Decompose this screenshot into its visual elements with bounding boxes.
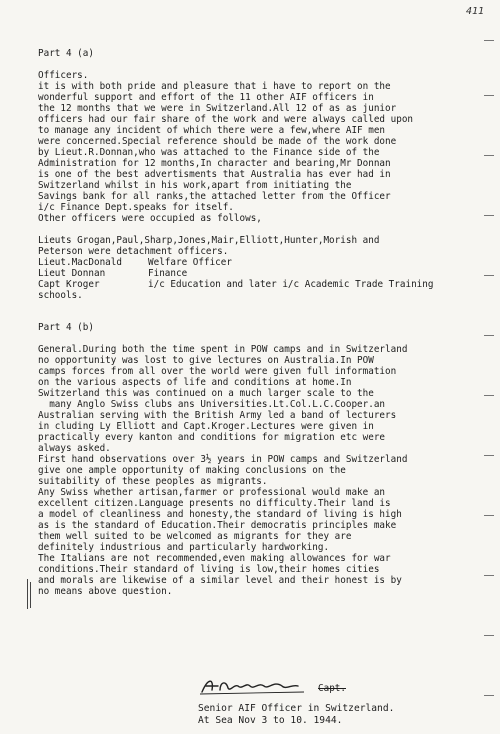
- text-line: Officers.: [38, 70, 89, 81]
- text-line: Savings bank for all ranks,the attached letter from the Officer: [38, 191, 391, 202]
- edge-tick: [484, 395, 494, 396]
- part-4a-roles: [38, 257, 458, 290]
- edge-tick: [484, 575, 494, 576]
- text-line: Australian serving with the British Army led a band of lecturers: [38, 410, 397, 421]
- edge-tick: [484, 635, 494, 636]
- edge-tick: [484, 95, 494, 96]
- text-line: no opportunity was lost to give lectures on Australia.In POW: [38, 355, 374, 366]
- edge-tick: [484, 40, 494, 41]
- signature-date: At Sea Nov 3 to 10. 1944.: [198, 715, 343, 726]
- text-line: Lieuts Grogan,Paul,Sharp,Jones,Mair,Elliott,Hunter,Morish and: [38, 235, 380, 246]
- part-4a-section: [38, 48, 458, 301]
- text-line: them well suited to be welcomed as migrants for they are: [38, 531, 352, 542]
- text-line: definitely industrious and particularly hardworking.: [38, 542, 330, 553]
- text-line: The Italians are not recommended,even making allowances for war: [38, 553, 391, 564]
- edge-tick: [484, 155, 494, 156]
- text-line: no means above question.: [38, 586, 173, 597]
- officer-role: Welfare Officer: [148, 257, 232, 268]
- role-row: [38, 257, 458, 268]
- edge-tick: [484, 515, 494, 516]
- part-4b-section: [38, 322, 458, 597]
- handwritten-signature: [198, 674, 308, 698]
- text-line: i/c Finance Dept.speaks for itself.: [38, 202, 234, 213]
- text-line: Peterson were detachment officers.: [38, 246, 229, 257]
- officer-name: Capt Kroger: [38, 279, 100, 290]
- part-4b-body: [38, 344, 458, 597]
- edge-tick: [484, 215, 494, 216]
- signature-block: [198, 703, 478, 727]
- text-line: wonderful support and effort of the 11 other AIF officers in: [38, 92, 374, 103]
- text-line: by Lieut.R.Donnan,who was attached to the Finance side of the: [38, 147, 380, 158]
- text-line: always asked.: [38, 443, 111, 454]
- text-line: to manage any incident of which there were a few,where AIF men: [38, 125, 386, 136]
- part-4a-heading: Part 4 (a): [38, 48, 94, 59]
- text-line: as is the standard of Education.Their democratis principles make: [38, 520, 397, 531]
- text-line: camps forces from all over the world were given full information: [38, 366, 397, 377]
- margin-mark: [27, 579, 28, 609]
- role-row: [38, 279, 458, 290]
- text-line: Administration for 12 months,In character and bearing,Mr Donnan: [38, 158, 391, 169]
- officer-name: Lieut Donnan: [38, 268, 106, 279]
- edge-tick: [484, 275, 494, 276]
- text-line: Switzerland whilst in his work,apart from initiating the: [38, 180, 352, 191]
- text-line: Any Swiss whether artisan,farmer or professional would make an: [38, 487, 386, 498]
- text-line: the 12 months that we were in Switzerland.All 12 of as as junior: [38, 103, 397, 114]
- officer-name: Lieut.MacDonald: [38, 257, 122, 268]
- margin-mark: [30, 582, 31, 608]
- signature-title: Senior AIF Officer in Switzerland.: [198, 703, 395, 714]
- page-number: 411: [465, 6, 484, 17]
- text-line: a model of cleanliness and honesty,the standard of living is high: [38, 509, 402, 520]
- part-4a-tail: schools.: [38, 290, 83, 301]
- edge-tick: [484, 335, 494, 336]
- text-line: First hand observations over 3½ years in POW camps and Switzerland: [38, 454, 408, 465]
- role-row: [38, 268, 458, 279]
- text-line: many Anglo Swiss clubs ans Universities.Lt.Col.L.C.Cooper.an: [38, 399, 386, 410]
- officer-role: i/c Education and later i/c Academic Trade Training: [148, 279, 434, 290]
- text-line: in cluding Ly Elliott and Capt.Kroger.Lectures were given in: [38, 421, 374, 432]
- text-line: were concerned.Special reference should be made of the work done: [38, 136, 397, 147]
- text-line: practically every kanton and conditions for migration etc were: [38, 432, 386, 443]
- part-4a-body: [38, 70, 458, 224]
- text-line: Switzerland this was continued on a much larger scale to the: [38, 388, 374, 399]
- edge-tick: [484, 455, 494, 456]
- text-line: officers had our fair share of the work and were always called upon: [38, 114, 414, 125]
- part-4b-heading: Part 4 (b): [38, 322, 94, 333]
- text-line: General.During both the time spent in POW camps and in Switzerland: [38, 344, 408, 355]
- text-line: Other officers were occupied as follows,: [38, 213, 262, 224]
- signature-rank: Capt.: [318, 683, 346, 694]
- text-line: it is with both pride and pleasure that i have to report on the: [38, 81, 391, 92]
- edge-tick: [484, 695, 494, 696]
- part-4a-detachment: [38, 235, 458, 257]
- text-line: and morals are likewise of a similar level and their honest is by: [38, 575, 402, 586]
- text-line: suitability of these peoples as migrants.: [38, 476, 268, 487]
- text-line: excellent citizen.Language presents no difficulty.Their land is: [38, 498, 391, 509]
- officer-role: Finance: [148, 268, 188, 279]
- text-line: on the various aspects of life and conditions at home.In: [38, 377, 352, 388]
- text-line: give one ample opportunity of making conclusions on the: [38, 465, 346, 476]
- text-line: is one of the best advertisments that Australia has ever had in: [38, 169, 391, 180]
- text-line: conditions.Their standard of living is low,their homes cities: [38, 564, 380, 575]
